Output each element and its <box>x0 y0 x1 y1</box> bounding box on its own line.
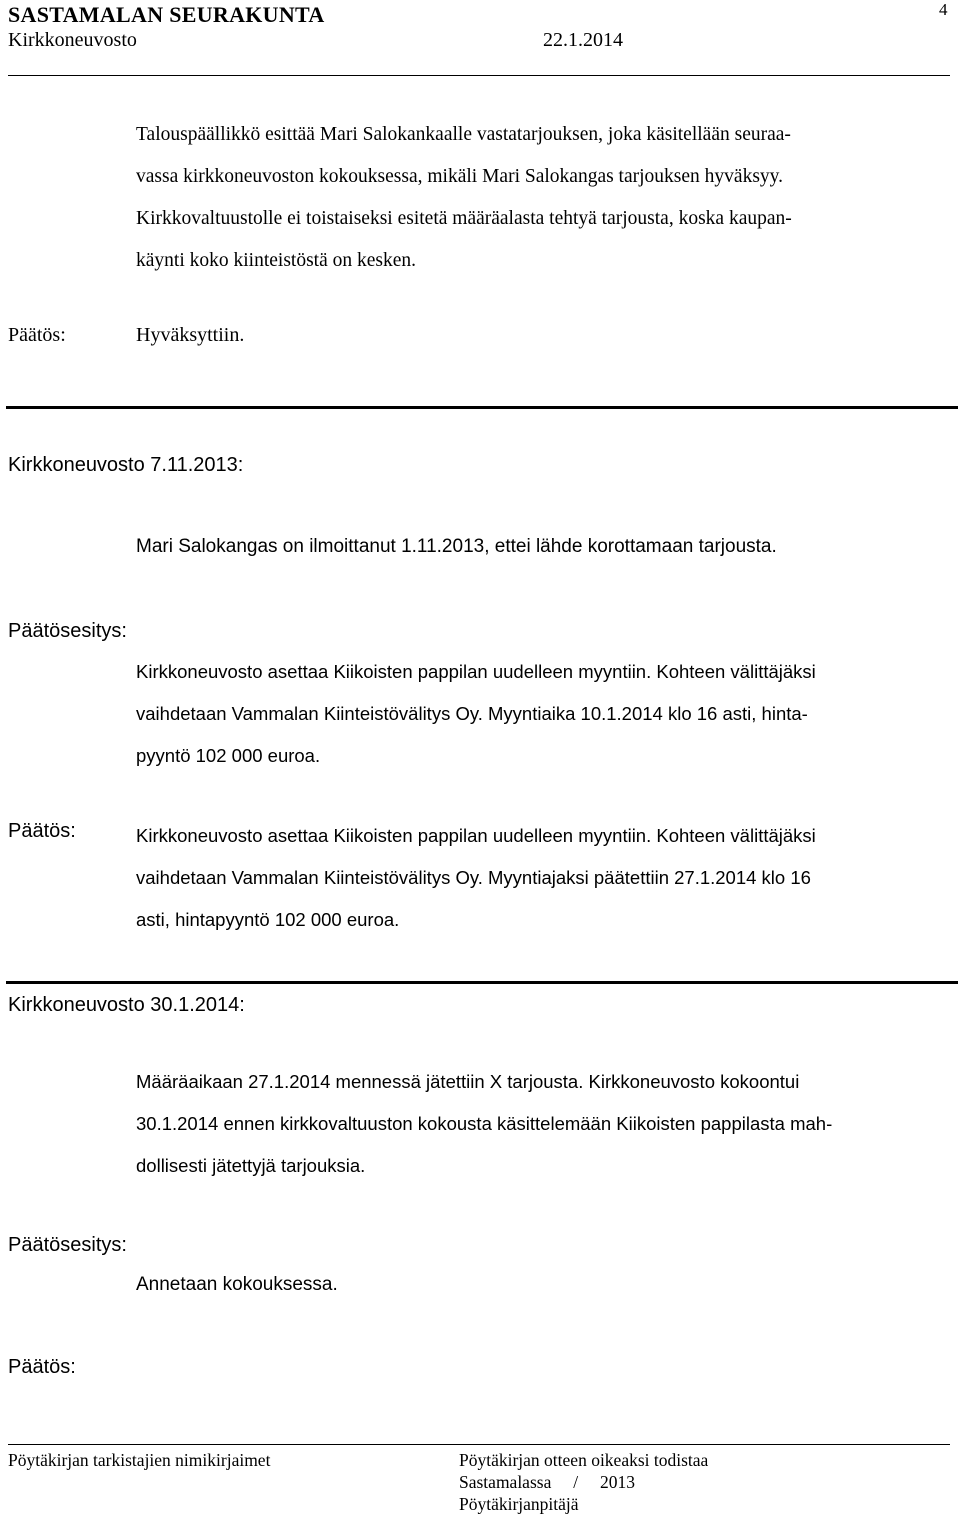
proposal-text: Annetaan kokouksessa. <box>136 1274 338 1295</box>
intro-line: Kirkkovaltuustolle ei toistaiseksi esitetä määräalasta tehtyä tarjousta, koska kaupan- <box>136 208 792 229</box>
decision-line: asti, hintapyyntö 102 000 euroa. <box>136 909 400 930</box>
decision-label: Päätös: <box>8 324 66 346</box>
decision-paragraph <box>136 815 954 941</box>
proposal-line: pyyntö 102 000 euroa. <box>136 745 321 766</box>
footer-divider <box>8 1444 950 1445</box>
intro-line: Talouspäällikkö esittää Mari Salokankaalle vastatarjouksen, joka käsitellään seuraa- <box>136 124 791 145</box>
proposal-line: vaihdetaan Vammalan Kiinteistövälitys Oy. Myyntiaika 10.1.2014 klo 16 asti, hinta- <box>136 703 808 724</box>
decision-label: Päätös: <box>8 820 76 842</box>
statement-line: Määräaikaan 27.1.2014 mennessä jätettiin X tarjousta. Kirkkoneuvosto kokoontui <box>136 1071 800 1092</box>
statement-line: dollisesti jätettyjä tarjouksia. <box>136 1155 366 1176</box>
footer-initials-label: Pöytäkirjan tarkistajien nimikirjaimet <box>8 1450 271 1470</box>
meeting-statement <box>136 1061 954 1187</box>
intro-paragraph <box>136 114 951 282</box>
proposal-label: Päätösesitys: <box>8 620 127 642</box>
proposal-line: Kirkkoneuvosto asettaa Kiikoisten pappilan uudelleen myyntiin. Kohteen välittäjäksi <box>136 661 816 682</box>
footer-place-date: Sastamalassa / 2013 <box>459 1472 635 1492</box>
intro-line: käynti koko kiinteistöstä on kesken. <box>136 250 417 271</box>
decision-label: Päätös: <box>8 1356 76 1378</box>
proposal-label: Päätösesitys: <box>8 1234 127 1256</box>
decision-line: Kirkkoneuvosto asettaa Kiikoisten pappilan uudelleen myyntiin. Kohteen välittäjäksi <box>136 825 816 846</box>
meeting-statement: Mari Salokangas on ilmoittanut 1.11.2013, ettei lähde korottamaan tarjousta. <box>136 536 777 557</box>
document-body-name: Kirkkoneuvosto <box>8 29 137 51</box>
footer-certification-label: Pöytäkirjan otteen oikeaksi todistaa <box>459 1450 709 1470</box>
statement-line: 30.1.2014 ennen kirkkovaltuuston kokousta käsittelemään Kiikoisten pappilasta mah- <box>136 1113 833 1134</box>
intro-line: vassa kirkkoneuvoston kokouksessa, mikäli Mari Salokangas tarjouksen hyväksyy. <box>136 166 784 187</box>
organization-name: SASTAMALAN SEURAKUNTA <box>8 2 325 27</box>
page-number: 4 <box>939 0 948 19</box>
proposal-paragraph <box>136 651 954 777</box>
document-date: 22.1.2014 <box>543 29 623 51</box>
meeting-title: Kirkkoneuvosto 7.11.2013: <box>8 454 244 476</box>
header-divider <box>8 75 950 76</box>
meeting-title: Kirkkoneuvosto 30.1.2014: <box>8 994 245 1016</box>
decision-text: Hyväksyttiin. <box>136 324 245 346</box>
footer-secretary-label: Pöytäkirjanpitäjä <box>459 1494 579 1514</box>
section-divider <box>6 406 958 409</box>
section-divider <box>6 981 958 984</box>
decision-line: vaihdetaan Vammalan Kiinteistövälitys Oy. Myyntiajaksi päätettiin 27.1.2014 klo 16 <box>136 867 811 888</box>
